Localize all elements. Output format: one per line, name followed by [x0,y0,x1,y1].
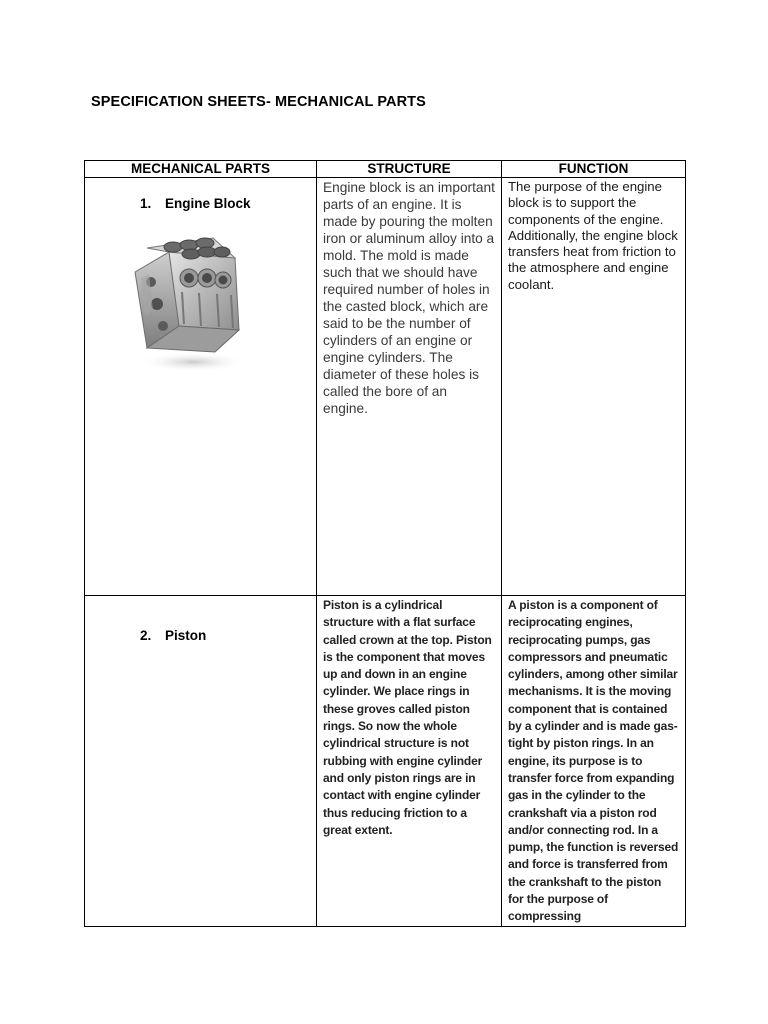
header-mechanical-parts: MECHANICAL PARTS [85,161,317,178]
structure-cell-piston [317,596,502,927]
structure-text: Piston is a cylindrical structure with a flat surface called crown at the top. Piston is the component that moves up and down in an engine cylinder. We place rings in these groves called piston rings. So now the whole cylindrical structure is not rubbing with engine cylinder and only piston rings are in contact with engine cylinder thus reducing friction to a great extent. [323,598,492,837]
table-row [85,178,686,596]
part-label: Engine Block [165,196,251,211]
table-row [85,596,686,927]
function-cell-piston [502,596,686,927]
header-structure: STRUCTURE [317,161,502,178]
structure-cell-engine-block [317,178,502,596]
table-header-row [85,161,686,178]
part-label: Piston [165,628,207,643]
structure-text: Engine block is an important parts of an engine. It is made by pouring the molten iron or aluminum alloy into a mold. The mold is made such that we should have required number of holes in the casted block, which are said to be the number of cylinders of an engine or engine cylinders. The diameter of these holes is called the bore of an engine. [323,180,495,416]
part-name [140,628,316,643]
specification-table [84,160,686,927]
part-name [140,196,316,211]
function-cell-engine-block [502,178,686,596]
header-function: FUNCTION [502,161,686,178]
part-cell-engine-block [85,178,317,596]
function-text: The purpose of the engine block is to support the components of the engine. Additionally, the engine block transfers heat from friction to the atmosphere and engine coolant. [508,179,678,292]
engine-block-image [127,230,247,375]
part-number: 2. [140,628,152,643]
part-number: 1. [140,196,152,211]
part-cell-piston [85,596,317,927]
function-text: A piston is a component of reciprocating engines, reciprocating pumps, gas compressors and pneumatic cylinders, among other similar mechanisms. It is the moving component that is contained by a cylinder and is made gas-tight by piston rings. In an engine, its purpose is to transfer force from expanding gas in the cylinder to the crankshaft via a piston rod and/or connecting rod. In a pump, the function is reversed and force is transferred from the crankshaft to the piston for the purpose of compressing [508,598,679,924]
page-title: SPECIFICATION SHEETS- MECHANICAL PARTS [91,94,426,110]
